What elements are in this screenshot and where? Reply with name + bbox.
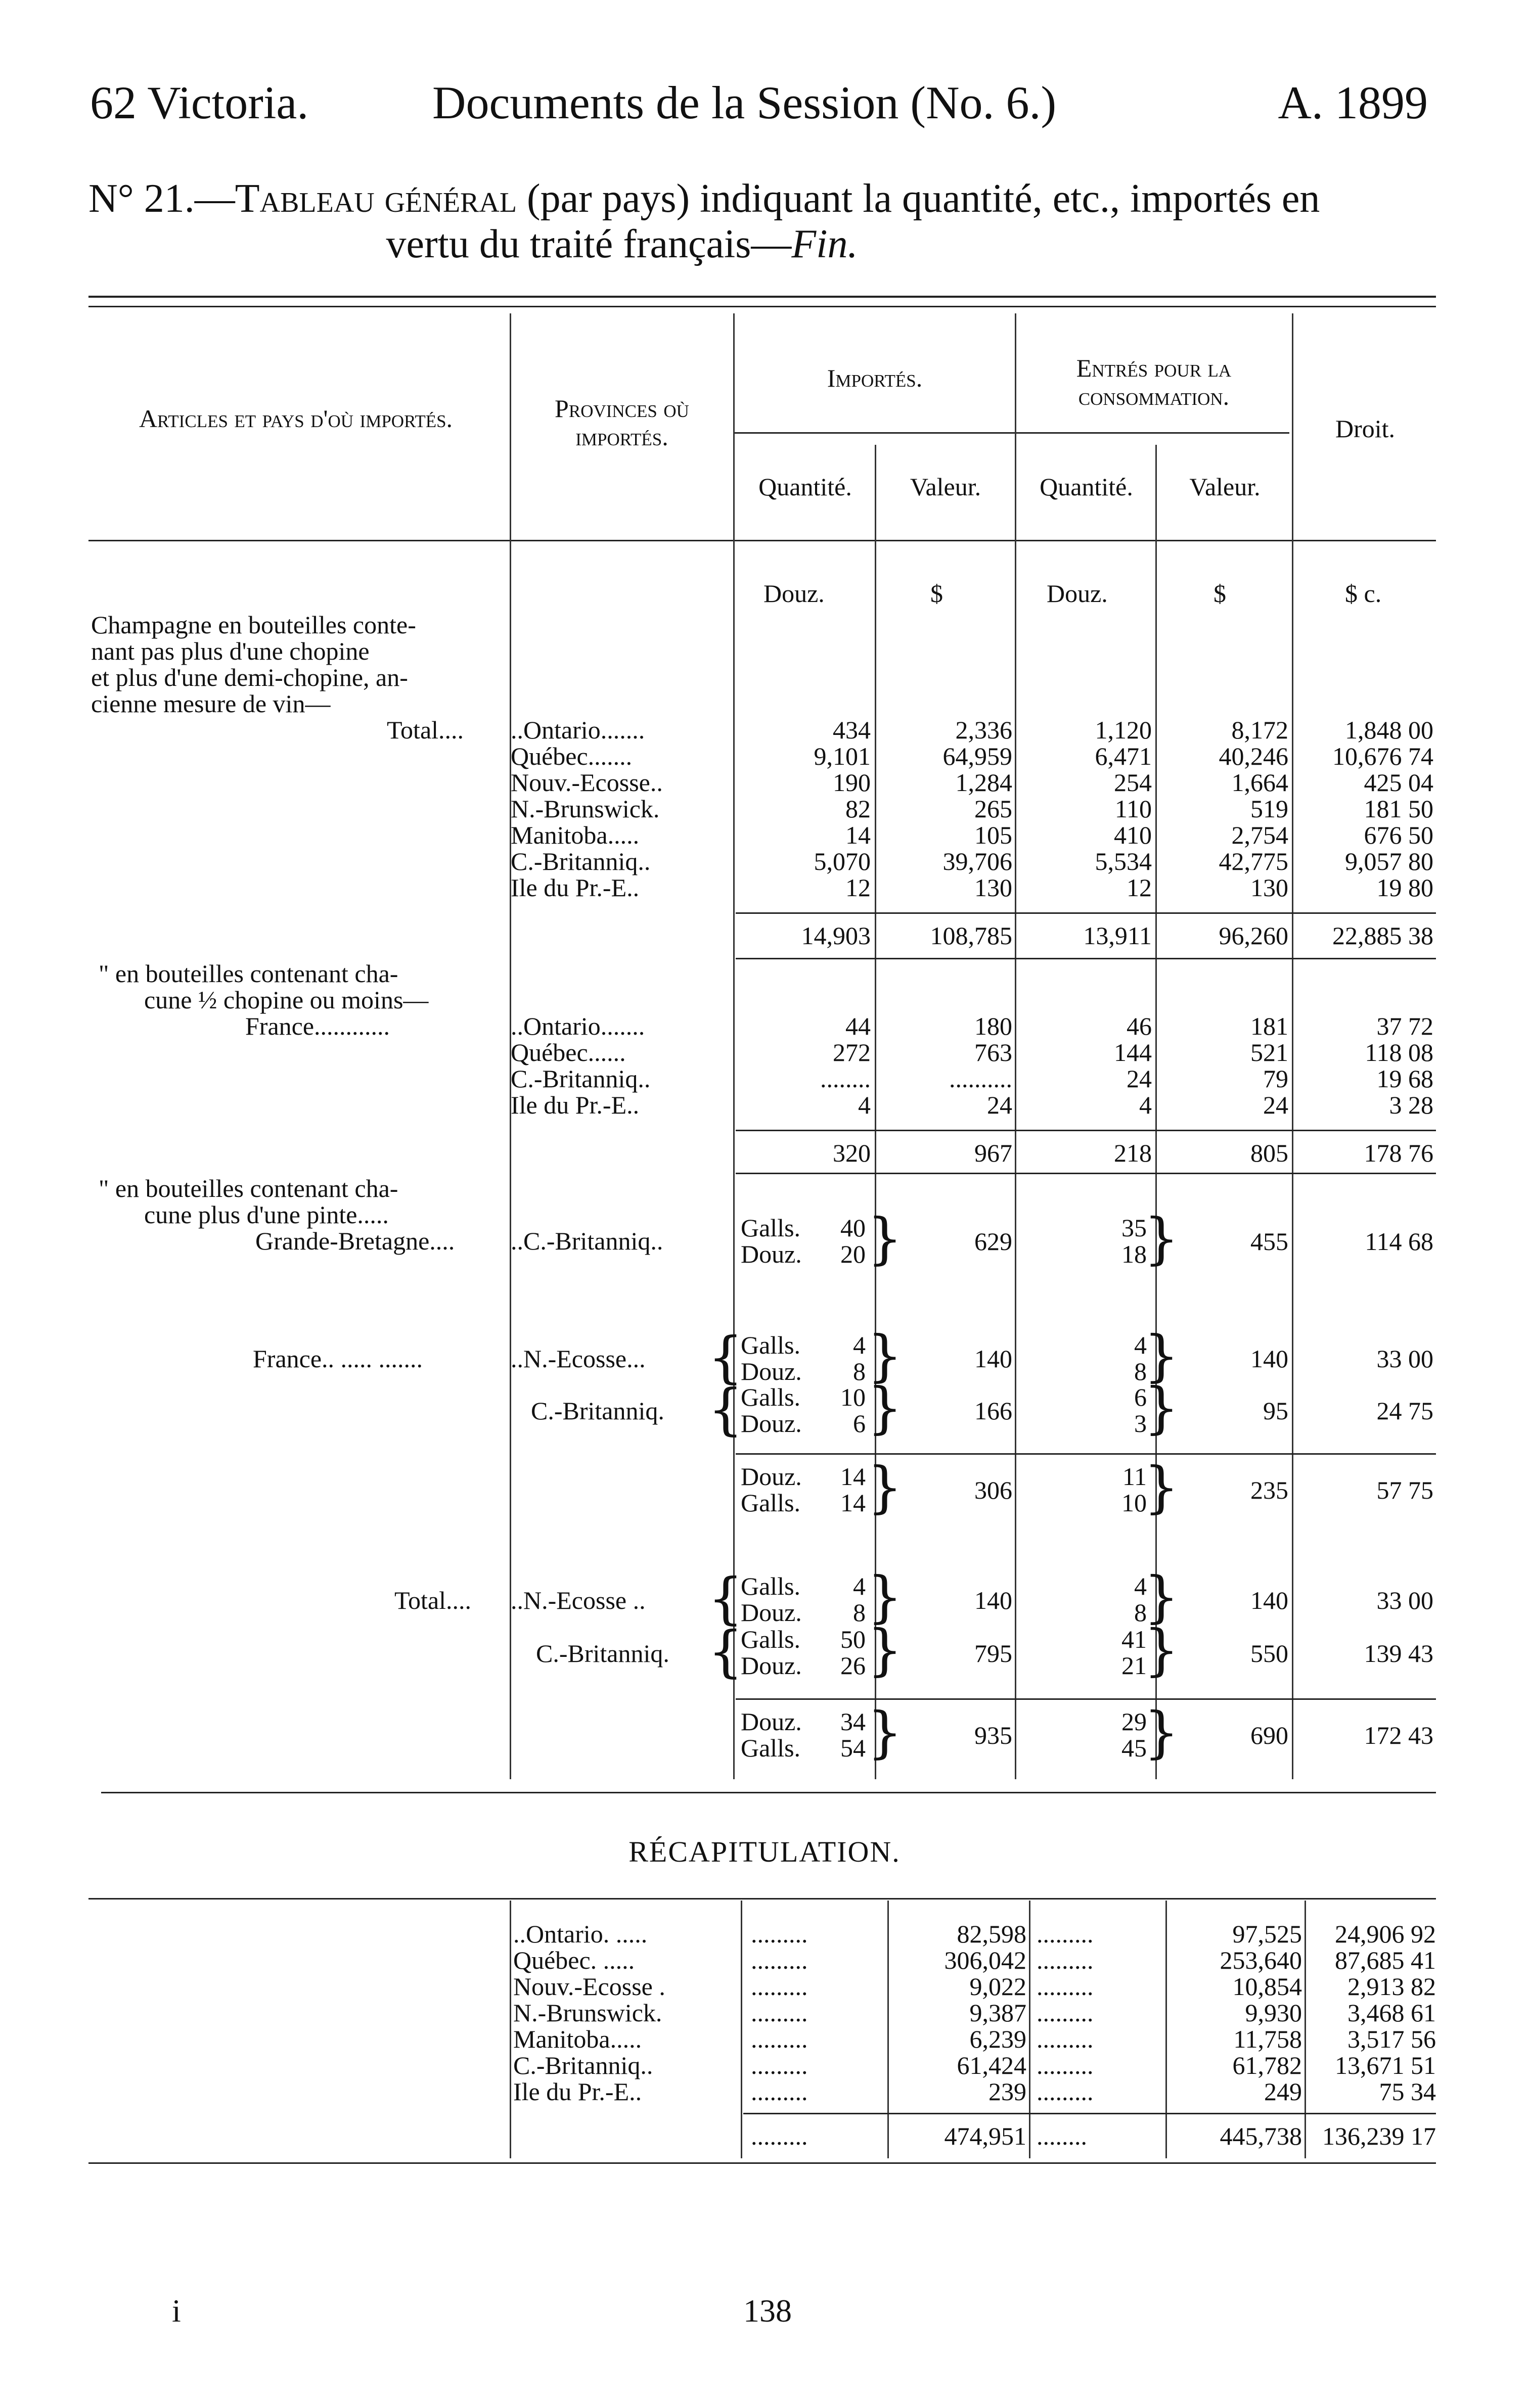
col-divider [887,1901,889,2158]
ent-valeur: 235 [1250,1476,1288,1504]
droit: 33 00 [1376,1586,1433,1614]
units: Douz. Galls. [741,1462,802,1517]
recap-ent-valeur: 97,525 253,640 10,854 9,930 11,758 61,782 249 [1220,1920,1302,2106]
brace: { [708,1566,743,1631]
brace: } [1144,1564,1179,1629]
col-header-ent-valeur: Valeur. [1189,473,1261,501]
imp-valeur-values: 180 763 .......... 24 [949,1012,1012,1119]
imp-valeur: 795 [974,1639,1012,1668]
col-divider [510,1901,511,2158]
top-rule [88,296,1436,298]
recap-total-dots: ........ [1037,2122,1087,2150]
article-half-chopine: " en bouteilles contenant cha- cune ½ chopine ou moins— France............ [99,959,429,1040]
col-divider [1292,313,1293,1779]
brace: } [1144,1323,1179,1388]
province: C.-Britanniq. [531,1397,664,1425]
ent-quantite-values: 4 8 [1134,1331,1147,1385]
brace: } [1144,1700,1179,1765]
imp-quantite-values: 34 54 [840,1707,866,1762]
total-ent-valeur: 96,260 [1219,921,1288,950]
recap-total-droit: 136,239 17 [1322,2122,1436,2150]
ent-quantite-values: 1,120 6,471 254 110 410 5,534 12 [1095,716,1152,902]
ent-quantite-values: 35 18 [1121,1214,1147,1268]
col-header-articles: Articles et pays d'où importés. [139,404,453,433]
provinces-list: ..Ontario....... Québec....... Nouv.-Ecosse.. N.-Brunswick. Manitoba..... C.-Britanniq.. Ile du Pr.-E.. [511,716,663,902]
col-divider [1015,313,1016,1779]
title-rest: (par pays) indiquant la quantité, etc., importés en [527,176,1320,221]
total-label: Total.... [387,716,464,744]
brace: } [1144,1617,1179,1682]
subtotal-rule [736,958,1436,959]
units: Galls. Douz. [741,1625,802,1680]
imp-valeur: 935 [974,1721,1012,1749]
brace: } [867,1564,903,1629]
total-imp-quantite: 14,903 [801,921,871,950]
subtotal-rule [736,1130,1436,1131]
droit-values: 1,848 00 10,676 74 425 04 181 50 676 50 9,057 80 19 80 [1332,716,1433,902]
table-title-line1 [88,174,1433,223]
table-number: N° 21.— [88,176,235,221]
units: Galls. Douz. [741,1331,802,1385]
subtotal-rule [736,1698,1436,1700]
table-title-line2 [91,220,1153,268]
droit: 24 75 [1376,1397,1433,1425]
imp-quantite-values: 50 26 [840,1625,866,1680]
table-name: Tableau général [235,176,517,221]
brace: { [708,1619,743,1684]
document-year: A. 1899 [1278,77,1428,128]
document-series: Documents de la Session (No. 6.) [432,77,1057,128]
ent-quantite-values: 41 21 [1121,1625,1147,1680]
province: ..C.-Britanniq.. [511,1227,663,1255]
brace: } [1144,1375,1179,1440]
province: C.-Britanniq. [536,1639,669,1668]
imp-valeur-values: 2,336 64,959 1,284 265 105 39,706 130 [942,716,1012,902]
recap-top-rule [88,1898,1436,1900]
imp-quantite-values: 4 8 [853,1331,866,1385]
brace: } [867,1375,903,1440]
article-over-pinte: " en bouteilles contenant cha- cune plus d'une pinte..... Grande-Bretagne.... [99,1174,455,1255]
ent-quantite-values: 11 10 [1121,1462,1147,1517]
droit: 139 43 [1364,1639,1433,1668]
recap-bottom-rule [88,2162,1436,2164]
recap-title: RÉCAPITULATION. [628,1835,901,1868]
title-line2-text: vertu du traité français— [386,222,792,266]
session-year: 62 Victoria. [90,77,309,128]
brace: } [1144,1206,1179,1271]
ent-valeur: 95 [1263,1397,1288,1425]
brace: } [1144,1455,1179,1519]
droit: 33 00 [1376,1345,1433,1373]
recap-leader-dots: ......... ......... ......... ......... ......... ......... ......... [1037,1920,1094,2106]
total-ent-quantite: 13,911 [1083,921,1152,950]
total-droit: 22,885 38 [1332,921,1433,950]
unit-imp-quantite: Douz. [763,579,825,608]
subtotal-rule [743,2113,1436,2114]
province: ..N.-Ecosse... [511,1345,646,1373]
ent-valeur: 455 [1250,1227,1288,1256]
ent-quantite-values: 6 3 [1134,1383,1147,1438]
imp-quantite-values: 10 6 [840,1383,866,1438]
imp-quantite-values: 44 272 ........ 4 [820,1012,871,1119]
col-header-entres: Entrés pour la consommation. [1076,354,1232,410]
title-line2-italic: Fin. [791,222,858,266]
col-divider [1165,1901,1167,2158]
brace: } [867,1617,903,1682]
unit-ent-quantite: Douz. [1047,579,1108,608]
droit: 114 68 [1365,1227,1433,1256]
col-header-imp-quantite: Quantité. [758,473,852,501]
recap-droit: 24,906 92 87,685 41 2,913 82 3,468 61 3,517 56 13,671 51 75 34 [1335,1920,1436,2106]
ent-quantite-values: 4 8 [1134,1572,1147,1627]
imp-quantite-values: 14 14 [840,1462,866,1517]
total-imp-quantite: 320 [833,1139,871,1167]
imp-valeur: 140 [974,1586,1012,1614]
imp-quantite-values: 4 8 [853,1572,866,1627]
brace: } [867,1206,903,1271]
imp-quantite-values: 434 9,101 190 82 14 5,070 12 [814,716,871,902]
recap-total-dots: ......... [751,2122,808,2150]
droit: 172 43 [1364,1721,1433,1749]
ent-valeur: 550 [1250,1639,1288,1668]
article-champagne: Champagne en bouteilles conte- nant pas plus d'une chopine et plus d'une demi-chopine, an- cienne mesure de vin— [91,611,416,718]
brace: { [708,1377,743,1442]
col-divider [1029,1901,1030,2158]
top-rule-2 [88,306,1436,307]
page-number: 138 [743,2293,792,2329]
total-label: Total.... [394,1586,472,1614]
brace: } [867,1700,903,1765]
subtotal-rule [736,912,1436,914]
col-header-importes: Importés. [827,364,923,392]
province: ..N.-Ecosse .. [511,1586,646,1614]
ent-quantite-values: 29 45 [1121,1707,1147,1762]
recap-leader-dots: ......... ......... ......... ......... ......... ......... ......... [751,1920,808,2106]
brace: } [867,1323,903,1388]
group-header-rule [733,432,1289,434]
recap-imp-valeur: 82,598 306,042 9,022 9,387 6,239 61,424 239 [944,1920,1026,2106]
recap-total-ent-valeur: 445,738 [1220,2122,1302,2150]
col-divider [741,1901,742,2158]
table-bottom-rule [101,1792,1436,1793]
recap-total-imp-valeur: 474,951 [944,2122,1026,2150]
ent-quantite-values: 46 144 24 4 [1114,1012,1152,1119]
units: Galls. Douz. [741,1383,802,1438]
col-header-provinces: Provinces où importés. [555,394,689,451]
brace: } [867,1455,903,1519]
units: Galls. Douz. [741,1214,802,1268]
total-imp-valeur: 967 [974,1139,1012,1167]
ent-valeur: 140 [1250,1586,1288,1614]
units: Galls. Douz. [741,1572,802,1627]
ent-valeur-values: 8,172 40,246 1,664 519 2,754 42,775 130 [1219,716,1288,902]
col-header-droit: Droit. [1335,414,1396,443]
total-ent-valeur: 805 [1250,1139,1288,1167]
article-france: France.. ..... ....... [253,1345,423,1373]
imp-valeur: 166 [974,1397,1012,1425]
ent-valeur-values: 181 521 79 24 [1250,1012,1288,1119]
droit: 57 75 [1376,1476,1433,1504]
unit-ent-valeur: $ [1213,579,1226,608]
subtotal-rule [736,1453,1436,1455]
unit-droit: $ c. [1345,579,1382,608]
total-imp-valeur: 108,785 [930,921,1012,950]
imp-quantite-values: 40 20 [840,1214,866,1268]
provinces-list: ..Ontario....... Québec...... C.-Britanniq.. Ile du Pr.-E.. [511,1012,651,1119]
header-bottom-rule [88,540,1436,541]
brace: { [708,1325,743,1390]
total-droit: 178 76 [1364,1139,1433,1167]
droit-values: 37 72 118 08 19 68 3 28 [1365,1012,1433,1119]
units: Douz. Galls. [741,1707,802,1762]
unit-imp-valeur: $ [930,579,943,608]
col-divider [733,313,735,1779]
ent-valeur: 690 [1250,1721,1288,1749]
total-ent-quantite: 218 [1114,1139,1152,1167]
ent-valeur: 140 [1250,1345,1288,1373]
col-header-imp-valeur: Valeur. [910,473,981,501]
imp-valeur: 140 [974,1345,1012,1373]
recap-provinces: ..Ontario. ..... Québec. ..... Nouv.-Ecosse . N.-Brunswick. Manitoba..... C.-Britanniq.. Ile du Pr.-E.. [513,1920,665,2106]
subtotal-rule [736,1173,1436,1174]
imp-valeur: 629 [974,1227,1012,1256]
imp-valeur: 306 [974,1476,1012,1504]
col-header-ent-quantite: Quantité. [1040,473,1133,501]
col-divider [1305,1901,1306,2158]
footer-mark: i [172,2293,181,2329]
